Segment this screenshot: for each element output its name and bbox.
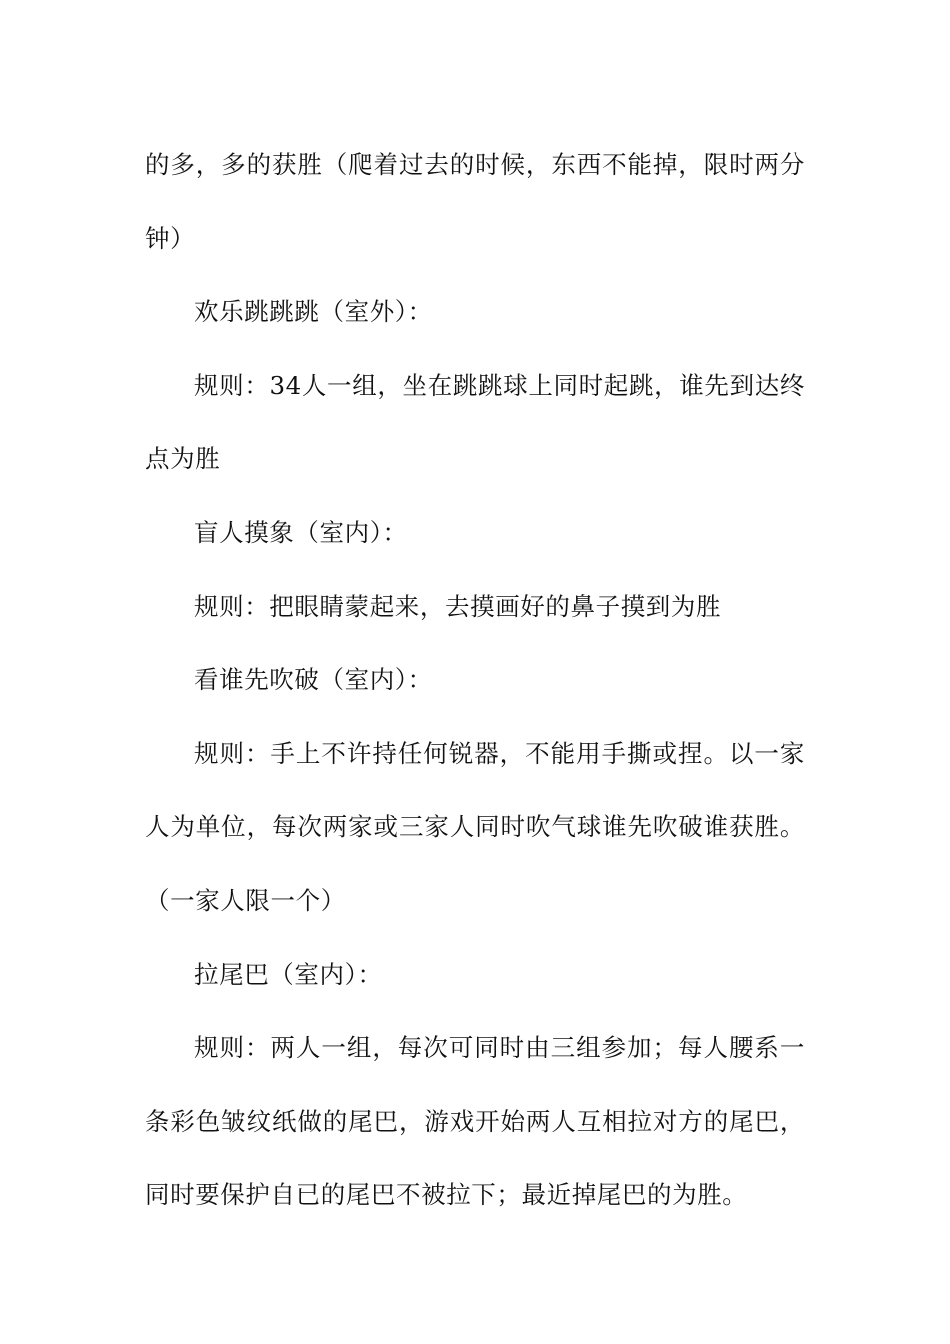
rule-blind-touch-elephant: 规则：把眼睛蒙起来，去摸画好的鼻子摸到为胜 [194,591,722,621]
rule-pull-tail: 规则：两人一组，每次可同时由三组参加；每人腰系一条彩色皱纹纸做的尾巴，游戏开始两人互相拉对方的尾巴，同时要保护自已的尾巴不被拉下；最近掉尾巴的为胜。 [145,1033,805,1210]
heading-blow-balloon: 看谁先吹破（室内）： [194,665,433,695]
heading-happy-jump: 欢乐跳跳跳（室外）： [194,297,433,327]
heading-blind-touch-elephant: 盲人摸象（室内）： [194,517,408,547]
paragraph-continuation: 的多，多的获胜（爬着过去的时候，东西不能掉，限时两分钟） [145,150,805,253]
rule-blow-balloon: 规则：手上不许持任何锐器，不能用手撕或捏。以一家人为单位，每次两家或三家人同时吹气球谁先吹破谁获胜。（一家人限一个） [145,738,805,915]
rule-happy-jump: 规则：34人一组，坐在跳跳球上同时起跳，谁先到达终点为胜 [145,370,805,474]
document-body [145,128,805,1232]
heading-pull-tail: 拉尾巴（室内）： [194,959,383,989]
